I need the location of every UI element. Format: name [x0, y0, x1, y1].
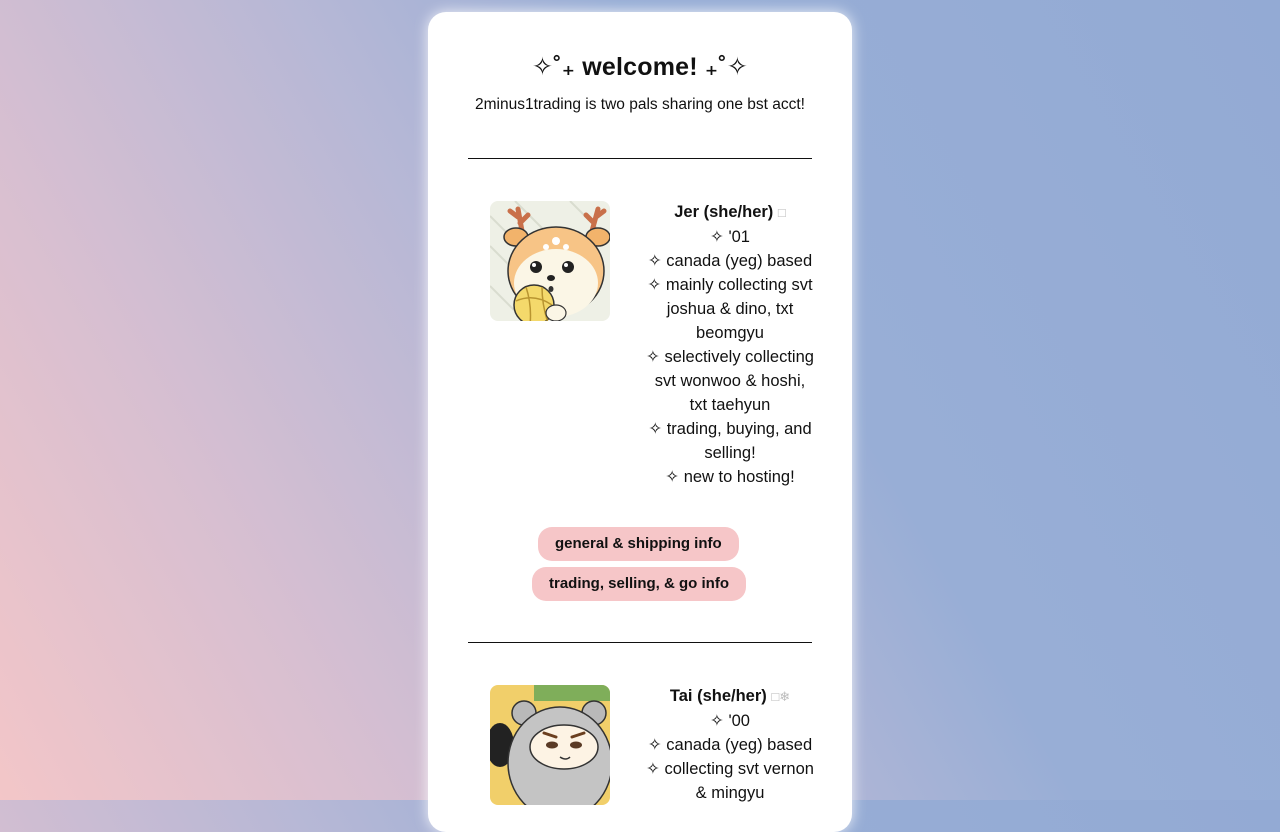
- tai-name: Tai (she/her): [669, 687, 767, 705]
- jer-line-selectively-collecting: ✧ selectively collecting svt wonwoo & hoshi, txt taehyun: [646, 348, 814, 414]
- tai-emoji: □❄: [771, 689, 791, 704]
- page-subtitle: 2minus1trading is two pals sharing one bst acct!: [475, 96, 805, 113]
- profile-card: [428, 12, 852, 832]
- deer-icon: [490, 201, 610, 321]
- jer-line-year: ✧ '01: [710, 228, 750, 246]
- tai-line-year: ✧ '00: [710, 712, 750, 730]
- jer-line-hosting: ✧ new to hosting!: [665, 468, 795, 486]
- tai-avatar: [490, 685, 610, 805]
- gray-cat-icon: [490, 685, 610, 805]
- divider: [468, 642, 812, 643]
- divider: [468, 158, 812, 159]
- general-shipping-info-button[interactable]: general & shipping info: [538, 527, 739, 561]
- jer-name: Jer (she/her): [674, 203, 774, 221]
- jer-line-trading: ✧ trading, buying, and selling!: [648, 420, 812, 462]
- jer-line-location: ✧ canada (yeg) based: [647, 252, 813, 270]
- jer-emoji: □: [777, 205, 786, 220]
- tai-line-location: ✧ canada (yeg) based: [647, 736, 813, 754]
- tai-line-collecting: ✧ collecting svt vernon & mingyu: [646, 760, 814, 802]
- trading-selling-go-info-button[interactable]: trading, selling, & go info: [532, 567, 746, 601]
- jer-bio: [644, 200, 816, 489]
- jer-avatar: [490, 201, 610, 321]
- page-title: ✧˚₊ welcome! ₊˚✧: [532, 53, 748, 81]
- jer-line-mainly-collecting: ✧ mainly collecting svt joshua & dino, txt beomgyu: [647, 276, 813, 342]
- tai-bio: [644, 684, 816, 805]
